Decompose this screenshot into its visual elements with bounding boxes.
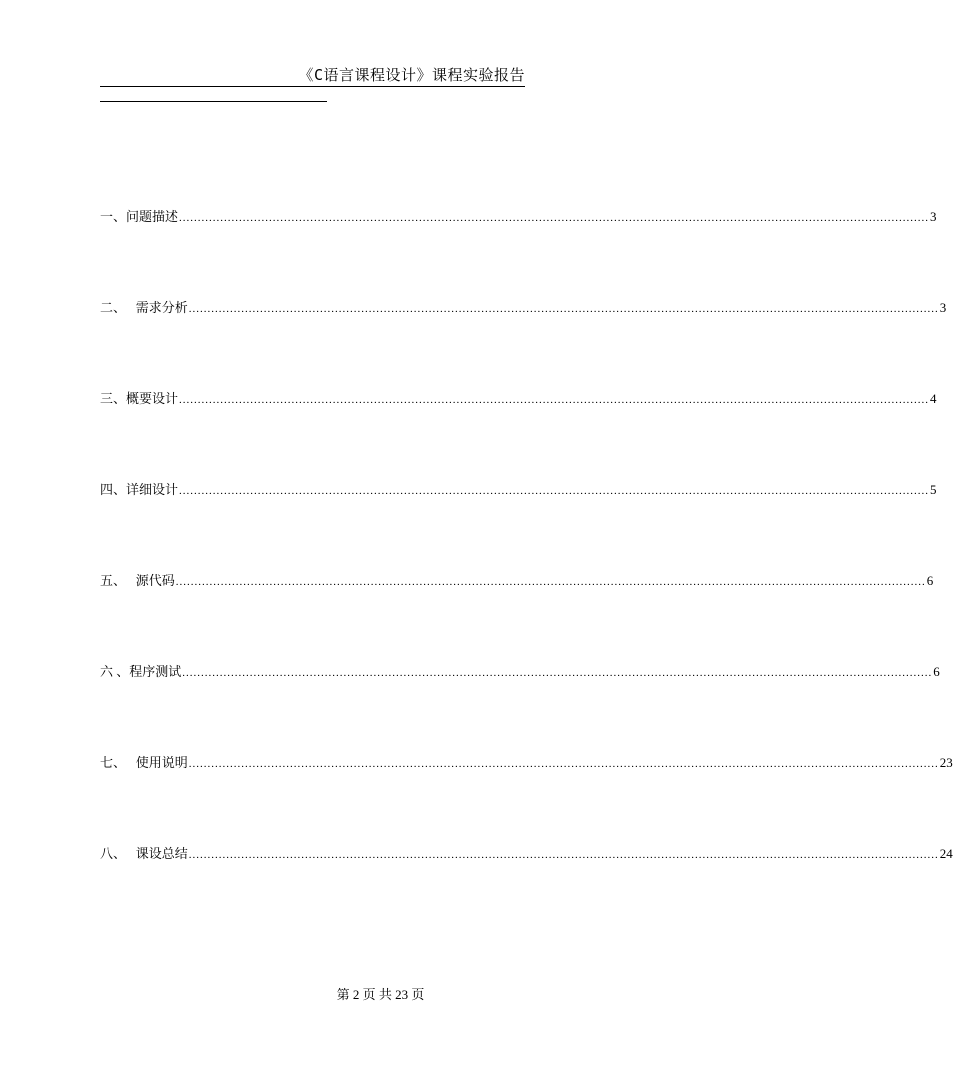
toc-entry-number: 六 、 [100,664,130,679]
toc-entry-1[interactable] [100,207,937,227]
footer-current-page: 2 [352,987,360,1002]
footer-suffix: 页 [411,987,425,1002]
toc-entry-page: 6 [926,573,934,588]
toc-entry-page: 6 [933,664,940,679]
footer-prefix: 第 [336,987,350,1002]
toc-entry-5[interactable] [100,571,934,591]
toc-dot-leader: ........................................................................................................................................................................................................ [179,394,930,406]
toc-entry-number: 二、 [100,300,136,315]
toc-entry-page: 24 [939,846,953,861]
toc-entry-number: 三、 [100,391,127,406]
toc-entry-page: 23 [939,755,953,770]
toc-dot-leader: ........................................................................................................................................................................................................ [188,758,939,770]
footer-middle: 页 共 [362,987,392,1002]
toc-entry-number: 七、 [100,755,136,770]
toc-entry-label: 问题描述 [126,209,179,224]
toc-dot-leader: ........................................................................................................................................................................................................ [175,576,926,588]
toc-entry-number: 八、 [100,846,136,861]
toc-entry-7[interactable] [100,753,953,773]
toc-entry-4[interactable] [100,480,937,500]
toc-entry-3[interactable] [100,389,937,409]
toc-entry-6[interactable] [100,662,940,682]
toc-entry-8[interactable] [100,844,953,864]
toc-entry-label: 程序测试 [129,664,182,679]
toc-entry-label: 详细设计 [126,482,179,497]
toc-entry-page: 4 [930,391,937,406]
toc-entry-2[interactable] [100,298,947,318]
toc-dot-leader: ........................................................................................................................................................................................................ [179,485,930,497]
toc-entry-label: 源代码 [135,573,175,588]
toc-entry-label: 课设总结 [135,846,188,861]
toc-entry-page: 5 [930,482,937,497]
toc-entry-label: 需求分析 [135,300,188,315]
toc-entry-label: 使用说明 [135,755,188,770]
toc-dot-leader: ........................................................................................................................................................................................................ [182,667,933,679]
toc-entry-page: 3 [930,209,937,224]
toc-entry-page: 3 [939,300,947,315]
page-footer [0,985,761,1005]
toc-dot-leader: ........................................................................................................................................................................................................ [188,849,939,861]
toc-entry-number: 五、 [100,573,136,588]
toc-dot-leader: ........................................................................................................................................................................................................ [188,303,939,315]
toc-entry-label: 概要设计 [126,391,179,406]
header-rule [100,101,327,102]
footer-total-pages: 23 [395,987,409,1002]
toc-entry-number: 四、 [100,482,127,497]
page-header-title: 《C语言课程设计》课程实验报告 [100,64,525,87]
toc-dot-leader: ........................................................................................................................................................................................................ [179,212,930,224]
toc-entry-number: 一、 [100,209,127,224]
